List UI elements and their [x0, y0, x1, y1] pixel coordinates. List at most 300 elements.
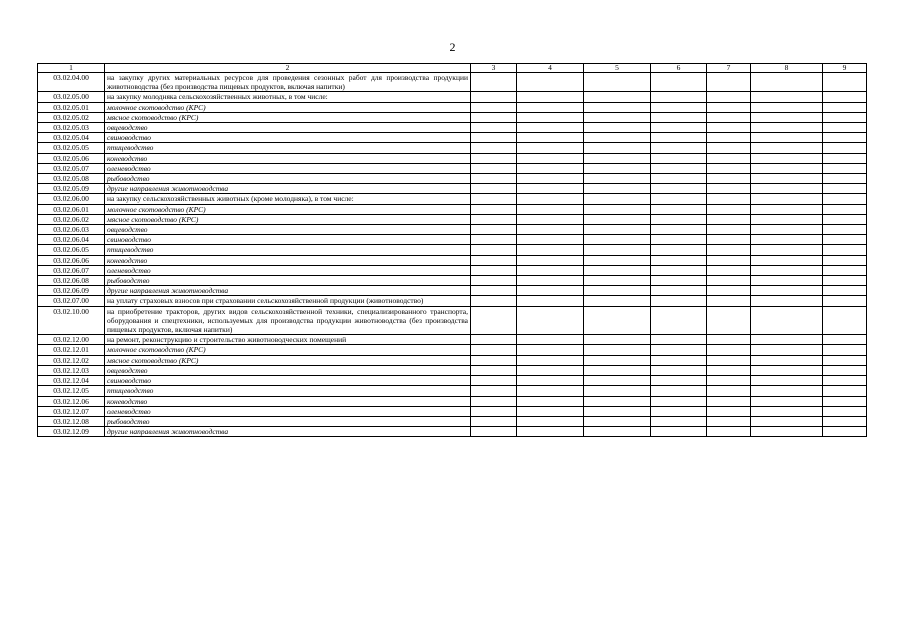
- value-cell: [823, 296, 867, 306]
- row-code: 03.02.12.00: [38, 335, 105, 345]
- value-cell: [823, 194, 867, 204]
- value-cell: [471, 355, 517, 365]
- value-cell: [584, 335, 651, 345]
- table-row: [38, 345, 867, 355]
- row-subitem-name: овцеводство: [105, 365, 471, 375]
- value-cell: [751, 112, 823, 122]
- value-cell: [471, 73, 517, 92]
- value-cell: [471, 255, 517, 265]
- value-cell: [707, 73, 751, 92]
- value-cell: [751, 265, 823, 275]
- value-cell: [751, 376, 823, 386]
- row-code: 03.02.05.02: [38, 112, 105, 122]
- value-cell: [751, 406, 823, 416]
- value-cell: [823, 406, 867, 416]
- value-cell: [471, 406, 517, 416]
- value-cell: [584, 163, 651, 173]
- value-cell: [751, 214, 823, 224]
- value-cell: [751, 365, 823, 375]
- value-cell: [823, 345, 867, 355]
- value-cell: [751, 286, 823, 296]
- value-cell: [517, 92, 584, 102]
- value-cell: [823, 306, 867, 335]
- value-cell: [517, 406, 584, 416]
- value-cell: [471, 194, 517, 204]
- row-code: 03.02.06.06: [38, 255, 105, 265]
- value-cell: [517, 245, 584, 255]
- value-cell: [651, 204, 707, 214]
- value-cell: [707, 376, 751, 386]
- value-cell: [707, 296, 751, 306]
- value-cell: [651, 73, 707, 92]
- report-table: [37, 63, 867, 437]
- value-cell: [584, 92, 651, 102]
- value-cell: [517, 153, 584, 163]
- column-header: 7: [707, 64, 751, 73]
- value-cell: [471, 102, 517, 112]
- value-cell: [651, 225, 707, 235]
- table-row: [38, 73, 867, 92]
- table-row: [38, 306, 867, 335]
- value-cell: [584, 102, 651, 112]
- value-cell: [823, 225, 867, 235]
- value-cell: [823, 112, 867, 122]
- value-cell: [517, 174, 584, 184]
- value-cell: [751, 345, 823, 355]
- value-cell: [471, 174, 517, 184]
- value-cell: [517, 355, 584, 365]
- value-cell: [823, 335, 867, 345]
- value-cell: [517, 427, 584, 437]
- value-cell: [584, 255, 651, 265]
- value-cell: [707, 194, 751, 204]
- row-subitem-name: оленеводство: [105, 406, 471, 416]
- value-cell: [823, 73, 867, 92]
- value-cell: [651, 255, 707, 265]
- row-code: 03.02.06.00: [38, 194, 105, 204]
- value-cell: [751, 163, 823, 173]
- row-code: 03.02.12.01: [38, 345, 105, 355]
- table-row: [38, 296, 867, 306]
- row-code: 03.02.05.06: [38, 153, 105, 163]
- table-row: [38, 153, 867, 163]
- table-row: [38, 376, 867, 386]
- value-cell: [471, 235, 517, 245]
- value-cell: [517, 296, 584, 306]
- value-cell: [751, 73, 823, 92]
- value-cell: [584, 153, 651, 163]
- value-cell: [517, 194, 584, 204]
- value-cell: [517, 286, 584, 296]
- value-cell: [751, 174, 823, 184]
- value-cell: [651, 174, 707, 184]
- value-cell: [707, 123, 751, 133]
- value-cell: [584, 345, 651, 355]
- value-cell: [823, 133, 867, 143]
- table-row: [38, 286, 867, 296]
- row-code: 03.02.12.03: [38, 365, 105, 375]
- value-cell: [707, 214, 751, 224]
- column-header: 4: [517, 64, 584, 73]
- table-row: [38, 355, 867, 365]
- value-cell: [823, 204, 867, 214]
- value-cell: [471, 92, 517, 102]
- column-number-row: [38, 64, 867, 73]
- column-header: 2: [105, 64, 471, 73]
- row-description: на закупку других материальных ресурсов для проведения сезонных работ для производства продукции животноводства (без производства пищевых продуктов, включая напитки): [105, 73, 471, 92]
- value-cell: [517, 225, 584, 235]
- value-cell: [651, 112, 707, 122]
- value-cell: [751, 123, 823, 133]
- row-code: 03.02.06.09: [38, 286, 105, 296]
- value-cell: [651, 245, 707, 255]
- value-cell: [517, 396, 584, 406]
- value-cell: [823, 123, 867, 133]
- value-cell: [751, 296, 823, 306]
- value-cell: [707, 386, 751, 396]
- value-cell: [707, 365, 751, 375]
- row-code: 03.02.12.06: [38, 396, 105, 406]
- row-subitem-name: оленеводство: [105, 265, 471, 275]
- value-cell: [471, 335, 517, 345]
- row-code: 03.02.05.00: [38, 92, 105, 102]
- value-cell: [751, 276, 823, 286]
- value-cell: [751, 143, 823, 153]
- value-cell: [651, 427, 707, 437]
- value-cell: [823, 416, 867, 426]
- value-cell: [823, 163, 867, 173]
- value-cell: [471, 265, 517, 275]
- table-row: [38, 235, 867, 245]
- value-cell: [707, 345, 751, 355]
- table-row: [38, 92, 867, 102]
- value-cell: [471, 214, 517, 224]
- value-cell: [707, 427, 751, 437]
- row-code: 03.02.12.09: [38, 427, 105, 437]
- value-cell: [517, 102, 584, 112]
- table-row: [38, 255, 867, 265]
- table-row: [38, 204, 867, 214]
- row-subitem-name: молочное скотоводство (КРС): [105, 345, 471, 355]
- value-cell: [651, 306, 707, 335]
- value-cell: [707, 174, 751, 184]
- row-subitem-name: рыбоводство: [105, 276, 471, 286]
- value-cell: [471, 123, 517, 133]
- value-cell: [707, 184, 751, 194]
- row-subitem-name: другие направления животноводства: [105, 184, 471, 194]
- row-code: 03.02.05.05: [38, 143, 105, 153]
- row-code: 03.02.05.04: [38, 133, 105, 143]
- value-cell: [584, 265, 651, 275]
- value-cell: [651, 163, 707, 173]
- row-code: 03.02.12.08: [38, 416, 105, 426]
- value-cell: [471, 143, 517, 153]
- value-cell: [823, 265, 867, 275]
- value-cell: [651, 265, 707, 275]
- row-subitem-name: молочное скотоводство (КРС): [105, 102, 471, 112]
- row-subitem-name: овцеводство: [105, 225, 471, 235]
- value-cell: [823, 427, 867, 437]
- row-subitem-name: рыбоводство: [105, 416, 471, 426]
- value-cell: [707, 265, 751, 275]
- row-code: 03.02.06.05: [38, 245, 105, 255]
- row-code: 03.02.06.08: [38, 276, 105, 286]
- value-cell: [751, 194, 823, 204]
- value-cell: [751, 92, 823, 102]
- value-cell: [651, 406, 707, 416]
- value-cell: [651, 184, 707, 194]
- table-row: [38, 163, 867, 173]
- value-cell: [707, 235, 751, 245]
- value-cell: [471, 416, 517, 426]
- row-subitem-name: овцеводство: [105, 123, 471, 133]
- value-cell: [471, 427, 517, 437]
- value-cell: [471, 345, 517, 355]
- value-cell: [751, 386, 823, 396]
- value-cell: [751, 255, 823, 265]
- value-cell: [651, 335, 707, 345]
- row-code: 03.02.12.07: [38, 406, 105, 416]
- row-subitem-name: коневодство: [105, 153, 471, 163]
- row-code: 03.02.05.03: [38, 123, 105, 133]
- value-cell: [517, 73, 584, 92]
- value-cell: [471, 163, 517, 173]
- value-cell: [651, 143, 707, 153]
- value-cell: [584, 143, 651, 153]
- value-cell: [471, 204, 517, 214]
- value-cell: [517, 376, 584, 386]
- value-cell: [651, 355, 707, 365]
- value-cell: [707, 396, 751, 406]
- table-row: [38, 123, 867, 133]
- value-cell: [751, 184, 823, 194]
- value-cell: [471, 133, 517, 143]
- column-header: 3: [471, 64, 517, 73]
- value-cell: [584, 123, 651, 133]
- value-cell: [517, 255, 584, 265]
- value-cell: [751, 416, 823, 426]
- value-cell: [651, 376, 707, 386]
- value-cell: [823, 396, 867, 406]
- row-subitem-name: птицеводство: [105, 143, 471, 153]
- value-cell: [471, 184, 517, 194]
- value-cell: [517, 143, 584, 153]
- value-cell: [517, 235, 584, 245]
- value-cell: [823, 355, 867, 365]
- row-code: 03.02.10.00: [38, 306, 105, 335]
- value-cell: [707, 143, 751, 153]
- row-code: 03.02.07.00: [38, 296, 105, 306]
- value-cell: [707, 112, 751, 122]
- value-cell: [651, 416, 707, 426]
- row-code: 03.02.06.01: [38, 204, 105, 214]
- value-cell: [707, 153, 751, 163]
- value-cell: [471, 396, 517, 406]
- value-cell: [651, 365, 707, 375]
- value-cell: [471, 276, 517, 286]
- row-code: 03.02.05.01: [38, 102, 105, 112]
- value-cell: [823, 286, 867, 296]
- value-cell: [651, 123, 707, 133]
- row-subitem-name: птицеводство: [105, 386, 471, 396]
- table-row: [38, 406, 867, 416]
- value-cell: [584, 276, 651, 286]
- row-subitem-name: другие направления животноводства: [105, 286, 471, 296]
- row-subitem-name: мясное скотоводство (КРС): [105, 112, 471, 122]
- value-cell: [823, 92, 867, 102]
- value-cell: [584, 73, 651, 92]
- row-code: 03.02.04.00: [38, 73, 105, 92]
- table-row: [38, 245, 867, 255]
- value-cell: [517, 163, 584, 173]
- table-row: [38, 174, 867, 184]
- value-cell: [823, 102, 867, 112]
- value-cell: [517, 214, 584, 224]
- value-cell: [584, 376, 651, 386]
- value-cell: [823, 245, 867, 255]
- row-subitem-name: свиноводство: [105, 133, 471, 143]
- value-cell: [707, 286, 751, 296]
- value-cell: [471, 296, 517, 306]
- value-cell: [517, 112, 584, 122]
- value-cell: [517, 133, 584, 143]
- row-description: на уплату страховых взносов при страховании сельскохозяйственной продукции (животноводство): [105, 296, 471, 306]
- value-cell: [751, 235, 823, 245]
- value-cell: [584, 306, 651, 335]
- row-subitem-name: рыбоводство: [105, 174, 471, 184]
- value-cell: [707, 102, 751, 112]
- value-cell: [707, 133, 751, 143]
- value-cell: [751, 204, 823, 214]
- value-cell: [823, 214, 867, 224]
- value-cell: [751, 102, 823, 112]
- row-subitem-name: птицеводство: [105, 245, 471, 255]
- column-header: 8: [751, 64, 823, 73]
- value-cell: [751, 427, 823, 437]
- value-cell: [584, 406, 651, 416]
- value-cell: [707, 335, 751, 345]
- value-cell: [651, 92, 707, 102]
- value-cell: [584, 225, 651, 235]
- value-cell: [584, 174, 651, 184]
- table-row: [38, 225, 867, 235]
- value-cell: [517, 306, 584, 335]
- value-cell: [651, 345, 707, 355]
- table-row: [38, 427, 867, 437]
- value-cell: [517, 335, 584, 345]
- value-cell: [707, 255, 751, 265]
- value-cell: [751, 396, 823, 406]
- row-code: 03.02.05.07: [38, 163, 105, 173]
- value-cell: [707, 306, 751, 335]
- value-cell: [651, 194, 707, 204]
- table-row: [38, 102, 867, 112]
- value-cell: [823, 255, 867, 265]
- row-description: на закупку молодняка сельскохозяйственных животных, в том числе:: [105, 92, 471, 102]
- row-code: 03.02.05.08: [38, 174, 105, 184]
- table-row: [38, 133, 867, 143]
- row-subitem-name: мясное скотоводство (КРС): [105, 355, 471, 365]
- table-row: [38, 276, 867, 286]
- value-cell: [823, 365, 867, 375]
- table-row: [38, 335, 867, 345]
- column-header: 6: [651, 64, 707, 73]
- value-cell: [651, 235, 707, 245]
- value-cell: [517, 204, 584, 214]
- value-cell: [517, 184, 584, 194]
- column-header: 5: [584, 64, 651, 73]
- value-cell: [651, 153, 707, 163]
- value-cell: [707, 92, 751, 102]
- value-cell: [707, 276, 751, 286]
- value-cell: [707, 406, 751, 416]
- row-description: на приобретение тракторов, других видов сельскохозяйственной техники, специализированного транспорта, оборудования и спецтехники, используемых для производства продукции животноводства (без производства пищевых продуктов, включая напитки): [105, 306, 471, 335]
- value-cell: [707, 225, 751, 235]
- value-cell: [584, 386, 651, 396]
- value-cell: [471, 376, 517, 386]
- value-cell: [584, 235, 651, 245]
- value-cell: [823, 235, 867, 245]
- row-code: 03.02.05.09: [38, 184, 105, 194]
- value-cell: [517, 276, 584, 286]
- row-subitem-name: свиноводство: [105, 235, 471, 245]
- row-code: 03.02.12.02: [38, 355, 105, 365]
- value-cell: [651, 396, 707, 406]
- table-row: [38, 396, 867, 406]
- value-cell: [517, 416, 584, 426]
- row-subitem-name: свиноводство: [105, 376, 471, 386]
- value-cell: [584, 112, 651, 122]
- value-cell: [823, 153, 867, 163]
- row-code: 03.02.12.04: [38, 376, 105, 386]
- value-cell: [471, 306, 517, 335]
- value-cell: [823, 174, 867, 184]
- table-row: [38, 265, 867, 275]
- value-cell: [823, 386, 867, 396]
- value-cell: [584, 365, 651, 375]
- value-cell: [707, 355, 751, 365]
- value-cell: [707, 204, 751, 214]
- value-cell: [651, 133, 707, 143]
- value-cell: [471, 286, 517, 296]
- value-cell: [584, 194, 651, 204]
- value-cell: [584, 296, 651, 306]
- value-cell: [584, 427, 651, 437]
- value-cell: [517, 123, 584, 133]
- table-row: [38, 386, 867, 396]
- table-row: [38, 143, 867, 153]
- value-cell: [584, 133, 651, 143]
- value-cell: [471, 386, 517, 396]
- value-cell: [584, 204, 651, 214]
- value-cell: [517, 265, 584, 275]
- value-cell: [471, 153, 517, 163]
- column-header: 9: [823, 64, 867, 73]
- table-row: [38, 184, 867, 194]
- table-body: [38, 73, 867, 437]
- value-cell: [707, 416, 751, 426]
- row-description: на закупку сельскохозяйственных животных (кроме молодняка), в том числе:: [105, 194, 471, 204]
- column-header: 1: [38, 64, 105, 73]
- value-cell: [651, 214, 707, 224]
- value-cell: [517, 365, 584, 375]
- row-code: 03.02.12.05: [38, 386, 105, 396]
- row-subitem-name: другие направления животноводства: [105, 427, 471, 437]
- row-code: 03.02.06.07: [38, 265, 105, 275]
- row-description: на ремонт, реконструкцию и строительство животноводческих помещений: [105, 335, 471, 345]
- row-subitem-name: молочное скотоводство (КРС): [105, 204, 471, 214]
- value-cell: [584, 396, 651, 406]
